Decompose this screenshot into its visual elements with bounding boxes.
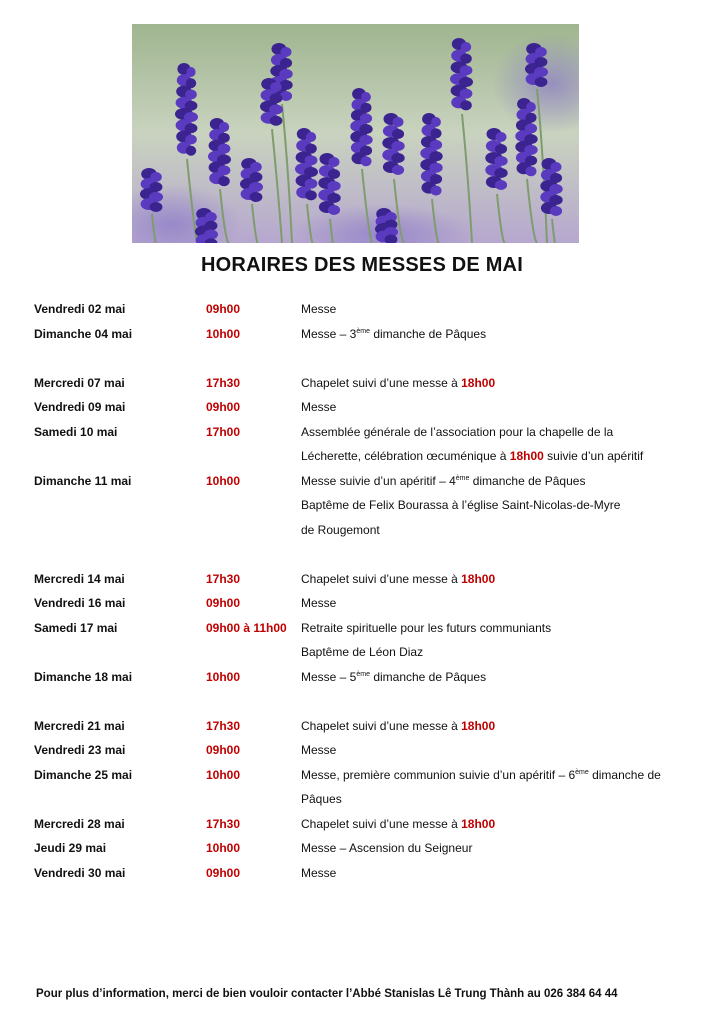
row-description <box>301 518 380 543</box>
row-day: Mercredi 07 mai <box>34 375 125 390</box>
lavender-flower <box>195 208 218 243</box>
group-spacer <box>34 689 694 714</box>
lavender-flower <box>525 43 548 87</box>
description-text: dimanche de <box>588 767 661 782</box>
description-text: Messe <box>301 302 337 316</box>
description-text: Messe – 5 <box>301 669 357 684</box>
description-text: Assemblée générale de l’association pour la chapelle de la <box>301 424 614 439</box>
description-text: Messe <box>301 743 337 757</box>
description-text: de Rougemont <box>301 522 380 537</box>
schedule-row <box>34 640 694 665</box>
schedule-row <box>34 763 694 788</box>
description-text: Retraite spirituelle pour les futurs communiants <box>301 620 552 635</box>
row-day: Dimanche 11 mai <box>34 473 132 488</box>
schedule-row <box>34 395 694 420</box>
row-day: Jeudi 29 mai <box>34 841 107 855</box>
description-text: Chapelet suivi d’une messe à <box>301 718 462 733</box>
row-day: Vendredi 30 mai <box>34 865 126 880</box>
schedule-row <box>34 836 694 861</box>
description-text: Baptême de Léon Diaz <box>301 645 424 659</box>
schedule-row <box>34 371 694 396</box>
schedule-row <box>34 738 694 763</box>
schedule-row <box>34 322 694 347</box>
description-text: Messe – Ascension du Seigneur <box>301 841 473 855</box>
highlight-time: 18h00 <box>461 375 496 390</box>
row-day: Mercredi 14 mai <box>34 571 125 586</box>
row-description <box>301 763 661 788</box>
row-day: Samedi 10 mai <box>34 424 118 439</box>
row-time: 17h00 <box>206 424 241 439</box>
row-description <box>301 371 495 396</box>
schedule-row <box>34 665 694 690</box>
page-title: HORAIRES DES MESSES DE MAI <box>201 254 523 276</box>
row-description <box>301 812 495 837</box>
description-text: Baptême de Felix Bourassa à l’église Saint-Nicolas-de-Myre <box>301 498 621 512</box>
row-time: 09h00 <box>206 743 241 757</box>
schedule-list <box>34 297 694 885</box>
row-description <box>301 322 486 347</box>
highlight-time: 18h00 <box>461 718 496 733</box>
footer-contact: Pour plus d’information, merci de bien vouloir contacter l’Abbé Stanislas Lê Trung Thành au 026 384 64 44 <box>36 988 618 1000</box>
lavender-flower <box>240 158 263 202</box>
description-text: suivie d’un apéritif <box>543 449 644 463</box>
row-description <box>301 836 472 861</box>
row-description <box>301 395 336 420</box>
schedule-row <box>34 493 694 518</box>
description-text: Chapelet suivi d’une messe à <box>301 571 462 586</box>
row-description <box>301 444 643 469</box>
row-description <box>301 714 495 739</box>
row-day: Samedi 17 mai <box>34 620 118 635</box>
row-time: 09h00 à 11h00 <box>206 620 287 635</box>
row-day: Mercredi 28 mai <box>34 816 125 831</box>
schedule-row <box>34 812 694 837</box>
row-time: 17h30 <box>206 718 241 733</box>
row-day: Dimanche 04 mai <box>34 326 133 341</box>
row-description <box>301 861 336 886</box>
lavender-photo <box>132 24 579 243</box>
schedule-row <box>34 591 694 616</box>
description-text: Lécherette, célébration œcuménique à <box>301 449 510 463</box>
row-description <box>301 469 585 494</box>
schedule-row <box>34 567 694 592</box>
row-day: Vendredi 02 mai <box>34 302 126 316</box>
row-time: 09h00 <box>206 400 241 414</box>
group-spacer <box>34 542 694 567</box>
row-description <box>301 738 336 763</box>
ordinal-suffix: ème <box>455 474 470 482</box>
lavender-image <box>132 24 579 243</box>
ordinal-suffix: ème <box>575 768 589 776</box>
row-description <box>301 493 620 518</box>
row-day: Vendredi 23 mai <box>34 743 126 757</box>
description-text: dimanche de Pâques <box>369 669 487 684</box>
row-description <box>301 420 613 445</box>
highlight-time: 18h00 <box>461 816 496 831</box>
row-day: Vendredi 16 mai <box>34 596 126 610</box>
row-time: 09h00 <box>206 302 241 316</box>
row-day: Mercredi 21 mai <box>34 718 125 733</box>
description-text: Messe suivie d’un apéritif – 4 <box>301 473 456 488</box>
row-time: 10h00 <box>206 473 241 488</box>
description-text: dimanche de Pâques <box>369 326 487 341</box>
description-text: Messe – 3 <box>301 326 357 341</box>
row-time: 10h00 <box>206 669 241 684</box>
lavender-flower <box>260 78 283 126</box>
row-time: 09h00 <box>206 865 241 880</box>
schedule-row <box>34 861 694 886</box>
row-time: 17h30 <box>206 375 241 390</box>
row-description <box>301 640 423 665</box>
description-text: Messe <box>301 596 337 610</box>
row-description <box>301 297 336 322</box>
schedule-row <box>34 420 694 445</box>
description-text: Chapelet suivi d’une messe à <box>301 816 462 831</box>
schedule-row <box>34 714 694 739</box>
highlight-time: 18h00 <box>509 449 544 463</box>
highlight-time: 18h00 <box>461 571 496 586</box>
row-description <box>301 665 486 690</box>
row-time: 10h00 <box>206 767 241 782</box>
row-time: 17h30 <box>206 571 241 586</box>
schedule-row <box>34 444 694 469</box>
row-time: 10h00 <box>206 841 241 855</box>
description-text: Messe, première communion suivie d’un apéritif – 6 <box>301 767 576 782</box>
schedule-row <box>34 616 694 641</box>
description-text: Messe <box>301 865 337 880</box>
schedule-row <box>34 518 694 543</box>
group-spacer <box>34 346 694 371</box>
lavender-flower <box>375 208 398 243</box>
description-text: dimanche de Pâques <box>469 473 586 488</box>
row-time: 09h00 <box>206 596 241 610</box>
description-text: Messe <box>301 400 337 414</box>
row-description <box>301 616 551 641</box>
row-description <box>301 567 495 592</box>
row-description <box>301 787 342 812</box>
lavender-flower <box>140 168 163 212</box>
description-text: Chapelet suivi d’une messe à <box>301 375 462 390</box>
ordinal-suffix: ème <box>356 670 370 678</box>
row-time: 10h00 <box>206 326 241 341</box>
row-day: Vendredi 09 mai <box>34 400 126 414</box>
row-time: 17h30 <box>206 816 241 831</box>
lavender-flower <box>540 158 562 216</box>
schedule-row <box>34 297 694 322</box>
ordinal-suffix: ème <box>356 327 370 335</box>
schedule-row <box>34 787 694 812</box>
row-day: Dimanche 18 mai <box>34 669 133 684</box>
row-day: Dimanche 25 mai <box>34 767 133 782</box>
description-text: Pâques <box>301 792 342 806</box>
row-description <box>301 591 336 616</box>
schedule-row <box>34 469 694 494</box>
